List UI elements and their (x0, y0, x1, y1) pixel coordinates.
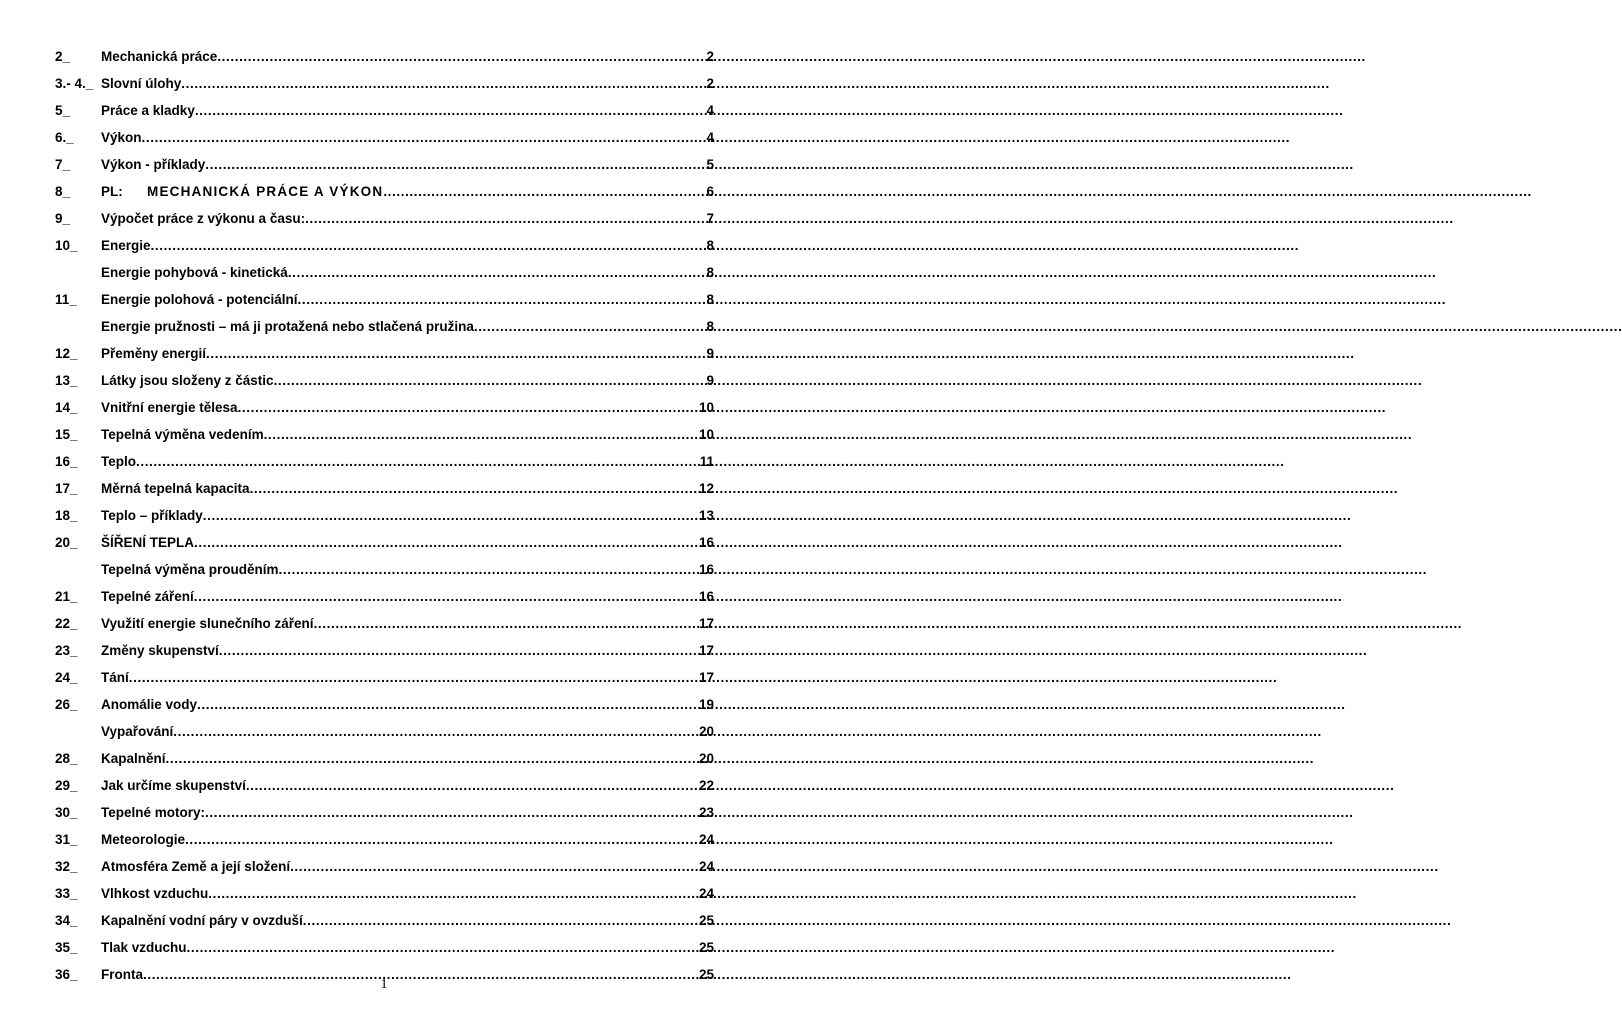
toc-leader (194, 583, 698, 610)
toc-leader (185, 826, 698, 853)
toc-title: Energie pohybová - kinetická (101, 265, 288, 280)
toc-row[interactable] (55, 205, 714, 232)
toc-row[interactable] (55, 394, 714, 421)
toc-number: 35_ (55, 940, 78, 955)
toc-leader (195, 97, 706, 124)
toc-number: 34_ (55, 913, 78, 928)
toc-title: Energie (101, 238, 151, 253)
toc-leader (279, 556, 698, 583)
toc-title: Tlak vzduchu (101, 940, 187, 955)
toc-leader (246, 772, 698, 799)
toc-page: 25 (698, 940, 714, 955)
toc-leader (136, 448, 699, 475)
toc-title: Slovní úlohy (101, 76, 182, 91)
toc-row[interactable] (55, 664, 714, 691)
toc-leader (383, 178, 705, 205)
toc-page: 4 (706, 103, 714, 118)
toc-leader (205, 151, 705, 178)
toc-title: Teplo – příklady (101, 508, 203, 523)
page-number: 1 (380, 977, 388, 992)
toc-title: Jak určíme skupenství (101, 778, 246, 793)
toc-leader (219, 637, 698, 664)
toc-row[interactable] (55, 826, 714, 853)
toc-title (101, 178, 383, 205)
toc-page: 16 (698, 589, 714, 604)
toc-title: Využití energie slunečního záření (101, 616, 314, 631)
toc-row[interactable] (55, 475, 714, 502)
toc-leader (264, 421, 698, 448)
toc-number: 32_ (55, 859, 78, 874)
toc-page: 9 (706, 373, 714, 388)
toc-number: 16_ (55, 454, 78, 469)
toc-row[interactable] (55, 151, 714, 178)
toc-number: 33_ (55, 886, 78, 901)
toc-page: 17 (698, 643, 714, 658)
toc-number: 26_ (55, 697, 78, 712)
toc-title: Výkon - příklady (101, 157, 206, 172)
toc-row[interactable] (55, 583, 714, 610)
toc-number: 10_ (55, 238, 78, 253)
toc-leader (314, 610, 698, 637)
toc-number: 9_ (55, 211, 71, 226)
toc-title: Fronta (101, 967, 143, 982)
toc-title: Práce a kladky (101, 103, 195, 118)
toc-leader (208, 880, 698, 907)
toc-number: 28_ (55, 751, 78, 766)
toc-title: Měrná tepelná kapacita (101, 481, 250, 496)
toc-title: Výpočet práce z výkonu a času: (101, 211, 306, 226)
toc-row[interactable] (55, 880, 714, 907)
toc-number: 31_ (55, 832, 78, 847)
toc-page: 5 (706, 157, 714, 172)
toc-row[interactable] (55, 529, 714, 556)
toc-title: Výkon (101, 130, 142, 145)
toc-page: 17 (698, 670, 714, 685)
toc-title: Kapalnění (101, 751, 166, 766)
toc-title: Mechanická práce (101, 49, 218, 64)
toc-title: Energie polohová - potenciální (101, 292, 298, 307)
toc-number: 15_ (55, 427, 78, 442)
toc-title: Tepelné záření (101, 589, 194, 604)
toc-title-caps: MECHANICKÁ PRÁCE A VÝKON (147, 184, 384, 199)
toc-page: 2 (706, 76, 714, 91)
toc-page: 13 (698, 508, 714, 523)
table-of-contents (55, 43, 714, 988)
toc-number: 6._ (55, 130, 74, 145)
toc-page: 24 (698, 886, 714, 901)
toc-row[interactable] (55, 610, 714, 637)
toc-title: Anomálie vody (101, 697, 198, 712)
toc-row[interactable] (55, 718, 714, 745)
toc-page: 23 (698, 805, 714, 820)
toc-number: 11_ (55, 292, 77, 307)
toc-leader (142, 124, 706, 151)
toc-page: 16 (698, 535, 714, 550)
toc-row[interactable] (55, 70, 714, 97)
toc-leader (250, 475, 698, 502)
toc-number: 21_ (55, 589, 78, 604)
toc-row[interactable] (55, 799, 714, 826)
toc-leader (129, 664, 698, 691)
toc-number: 17_ (55, 481, 78, 496)
toc-page: 22 (698, 778, 714, 793)
toc-leader (151, 232, 706, 259)
toc-page: 11 (699, 454, 714, 469)
toc-row[interactable] (55, 934, 714, 961)
toc-number: 18_ (55, 508, 78, 523)
toc-page: 19 (698, 697, 714, 712)
toc-leader (173, 718, 698, 745)
toc-row[interactable] (55, 745, 714, 772)
toc-title: Atmosféra Země a její složení (101, 859, 291, 874)
toc-number: 14_ (55, 400, 78, 415)
toc-number: 30_ (55, 805, 78, 820)
toc-row[interactable] (55, 286, 714, 313)
toc-number: 7_ (55, 157, 71, 172)
toc-row[interactable] (55, 340, 714, 367)
toc-number: 24_ (55, 670, 78, 685)
toc-page: 6 (706, 184, 714, 199)
toc-leader (205, 799, 698, 826)
toc-title: Energie pružnosti – má ji protažená nebo stlačená pružina (101, 319, 474, 334)
toc-number: 8_ (55, 184, 71, 199)
toc-page: 24 (698, 832, 714, 847)
toc-leader (288, 259, 706, 286)
toc-row[interactable] (55, 691, 714, 718)
toc-page: 8 (706, 292, 714, 307)
toc-page: 7 (706, 211, 714, 226)
toc-leader (181, 70, 705, 97)
toc-row[interactable] (55, 43, 714, 70)
toc-title: Tepelné motory: (101, 805, 206, 820)
toc-leader (274, 367, 706, 394)
toc-row[interactable] (55, 772, 714, 799)
toc-title: Vlhkost vzduchu (101, 886, 209, 901)
toc-page: 25 (698, 967, 714, 982)
toc-row[interactable] (55, 637, 714, 664)
toc-row[interactable] (55, 421, 714, 448)
toc-title: Teplo (101, 454, 136, 469)
toc-row[interactable] (55, 556, 714, 583)
toc-leader (298, 286, 706, 313)
toc-page: 10 (698, 400, 714, 415)
toc-number: 2_ (55, 49, 71, 64)
toc-title: Vypařování (101, 724, 174, 739)
toc-row[interactable] (55, 853, 714, 880)
toc-page: 24 (698, 859, 714, 874)
toc-page: 4 (706, 130, 714, 145)
toc-page: 17 (698, 616, 714, 631)
toc-leader (474, 313, 706, 340)
toc-row[interactable] (55, 97, 714, 124)
toc-title: ŠÍŘENÍ TEPLA (101, 535, 195, 550)
toc-title: Tání (101, 670, 129, 685)
toc-leader (238, 394, 698, 421)
toc-page: 8 (706, 238, 714, 253)
toc-page: 25 (698, 913, 714, 928)
toc-number: 12_ (55, 346, 78, 361)
toc-page: 16 (698, 562, 714, 577)
toc-leader (166, 745, 698, 772)
toc-leader (305, 205, 705, 232)
toc-page: 12 (698, 481, 714, 496)
toc-number: 13_ (55, 373, 78, 388)
toc-row[interactable] (55, 907, 714, 934)
toc-number: 36_ (55, 967, 78, 982)
toc-number: 20_ (55, 535, 78, 550)
toc-number: 22_ (55, 616, 78, 631)
toc-title: Vnitřní energie tělesa (101, 400, 238, 415)
toc-row[interactable] (55, 178, 714, 205)
toc-title: Tepelná výměna vedením (101, 427, 264, 442)
toc-number: 5_ (55, 103, 71, 118)
toc-title-prefix: PL: (101, 184, 123, 199)
toc-leader (194, 529, 698, 556)
toc-page: 10 (698, 427, 714, 442)
toc-number: 23_ (55, 643, 78, 658)
toc-number: 29_ (55, 778, 78, 793)
toc-page: 20 (698, 724, 714, 739)
toc-title: Tepelná výměna prouděním (101, 562, 279, 577)
toc-title: Kapalnění vodní páry v ovzduší (101, 913, 303, 928)
toc-row[interactable] (55, 232, 714, 259)
toc-page: 9 (706, 346, 714, 361)
toc-row[interactable] (55, 313, 714, 340)
toc-leader (203, 502, 698, 529)
toc-leader (197, 691, 698, 718)
toc-row[interactable] (55, 367, 714, 394)
toc-number: 3.- 4._ (55, 76, 94, 91)
toc-leader (290, 853, 698, 880)
toc-row[interactable] (55, 448, 714, 475)
toc-leader (217, 43, 705, 70)
toc-title: Látky jsou složeny z částic (101, 373, 274, 388)
toc-title: Změny skupenství (101, 643, 219, 658)
toc-title: Přeměny energií (101, 346, 207, 361)
toc-row[interactable] (55, 124, 714, 151)
toc-leader (303, 907, 698, 934)
toc-leader (206, 340, 705, 367)
toc-page: 20 (698, 751, 714, 766)
toc-page: 2 (706, 49, 714, 64)
toc-page: 8 (706, 319, 714, 334)
toc-row[interactable] (55, 502, 714, 529)
toc-title: Meteorologie (101, 832, 186, 847)
toc-row[interactable] (55, 259, 714, 286)
toc-leader (187, 934, 698, 961)
toc-page: 8 (706, 265, 714, 280)
